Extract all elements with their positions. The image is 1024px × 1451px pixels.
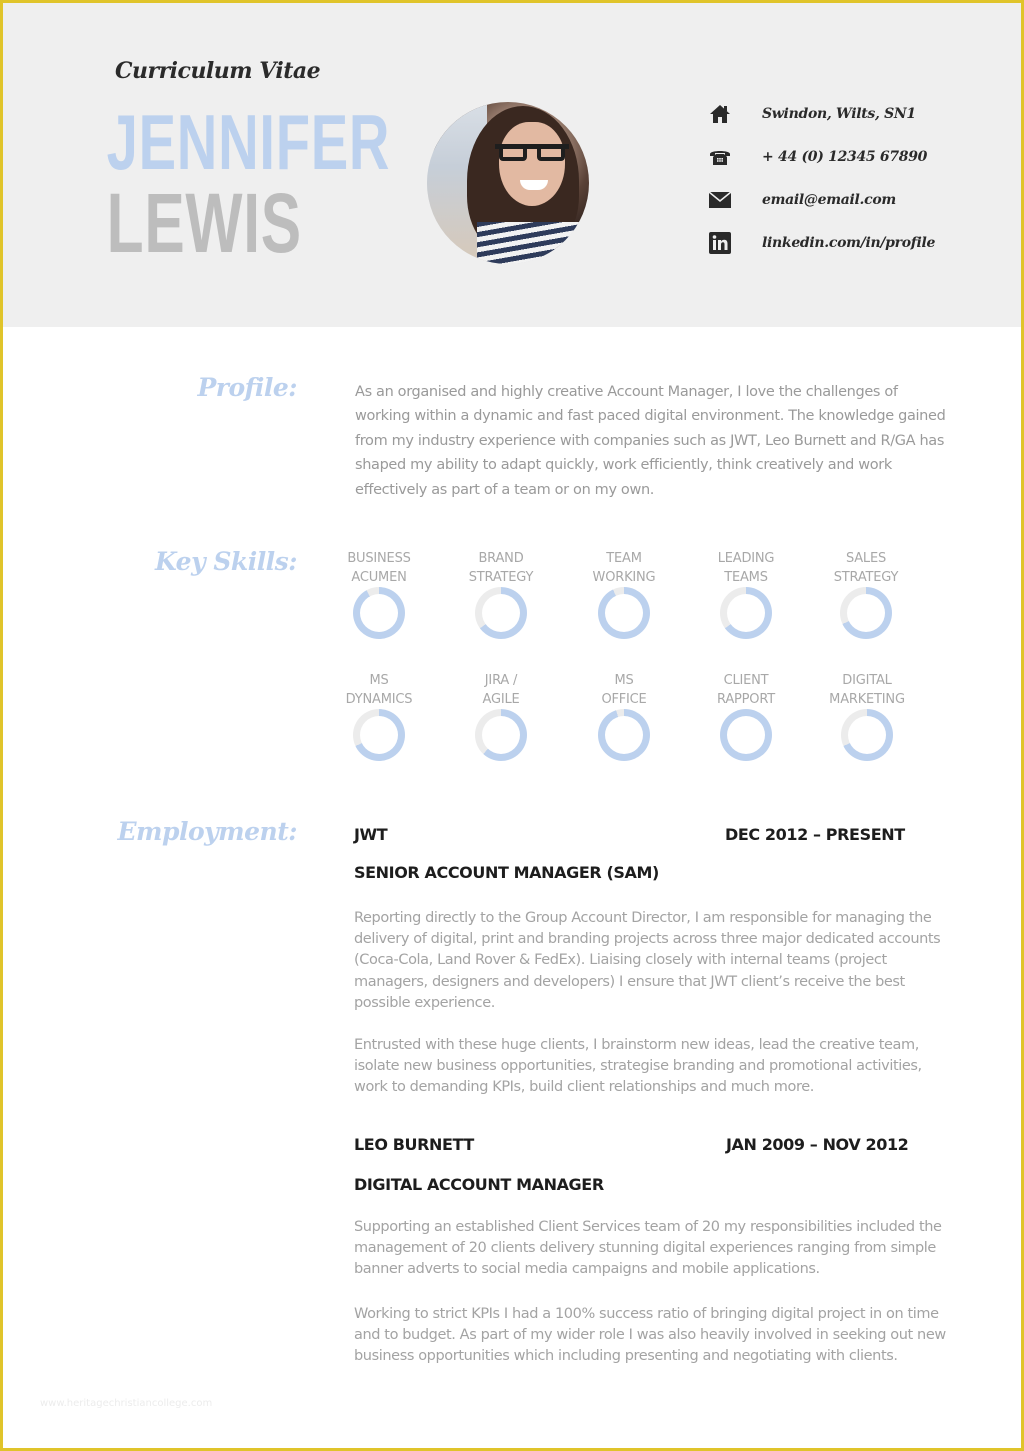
watermark: www.heritagechristiancollege.com	[40, 1398, 213, 1409]
skill-sales-strategy	[811, 549, 921, 639]
skill-label: DIGITAL MARKETING	[829, 673, 905, 707]
skill-label: CLIENT RAPPORT	[717, 673, 775, 707]
skill-ms-office	[569, 671, 679, 761]
profile-heading: Profile:	[197, 373, 297, 402]
skill-digital-marketing	[812, 671, 922, 761]
skill-donut	[598, 709, 650, 761]
contact-email[interactable]	[707, 185, 967, 215]
last-name: LEWIS	[106, 176, 302, 270]
job-dates: JAN 2009 – NOV 2012	[726, 1135, 909, 1154]
employment-heading: Employment:	[117, 817, 297, 846]
phone-text: + 44 (0) 12345 67890	[762, 149, 928, 165]
skill-label: SALES STRATEGY	[833, 551, 899, 585]
job-description: Working to strict KPIs I had a 100% success ratio of bringing digital project in on time and to budget. As part of my wider role I was also heavily involved in seeking out new business opportunities which including presenting and negotiating with clients.	[354, 1306, 946, 1365]
skill-label: BUSINESS ACUMEN	[347, 551, 411, 585]
home-icon	[707, 101, 733, 127]
skill-jira-agile	[446, 671, 556, 761]
skill-label: MS OFFICE	[601, 673, 647, 707]
skill-label: BRAND STRATEGY	[468, 551, 534, 585]
skill-label: TEAM WORKING	[592, 551, 656, 585]
skill-donut	[841, 709, 893, 761]
skill-donut	[353, 587, 405, 639]
document-label: Curriculum Vitae	[115, 58, 321, 84]
skill-leading-teams	[691, 549, 801, 639]
skill-client-rapport	[691, 671, 801, 761]
skill-donut	[475, 587, 527, 639]
linkedin-icon	[707, 230, 733, 256]
skills-heading: Key Skills:	[155, 547, 297, 576]
skill-label: LEADING TEAMS	[717, 551, 775, 585]
skill-business-acumen	[324, 549, 434, 639]
contact-address	[707, 99, 967, 129]
skill-ms-dynamics	[324, 671, 434, 761]
address-text: Swindon, Wilts, SN1	[762, 106, 916, 122]
job-description: Reporting directly to the Group Account Director, I am responsible for managing the delivery of digital, print and branding projects across three major dedicated accounts (Coca-Cola, Land Rover & FedEx). Liaising closely with internal teams (project managers, designers and developers) I ensure that JWT client’s receive the best possible experience.	[354, 910, 941, 1011]
skill-label: JIRA / AGILE	[482, 673, 520, 707]
job-description: Supporting an established Client Services team of 20 my responsibilities included the management of 20 clients delivery stunning digital experiences ranging from simple banner adverts to social media campaigns and mobile applications.	[354, 1219, 942, 1278]
email-link[interactable]: email@email.com	[762, 192, 896, 208]
profile-summary: As an organised and highly creative Account Manager, I love the challenges of working within a dynamic and fast paced digital environment. The knowledge gained from my industry experience with companies such as JWT, Leo Burnett and R/GA has shaped my ability to adapt quickly, work efficiently, think creatively and work effectively as part of a team or on my own.	[355, 384, 946, 498]
profile-photo	[427, 102, 589, 264]
skill-donut	[598, 587, 650, 639]
job-company: JWT	[354, 825, 388, 844]
job-dates: DEC 2012 – PRESENT	[725, 825, 905, 844]
photo-glasses	[495, 144, 569, 165]
skill-brand-strategy	[446, 549, 556, 639]
linkedin-link[interactable]: linkedin.com/in/profile	[762, 235, 936, 251]
skill-team-working	[569, 549, 679, 639]
job-company: LEO BURNETT	[354, 1135, 474, 1154]
contact-linkedin[interactable]	[707, 228, 967, 258]
skill-donut	[720, 709, 772, 761]
envelope-icon	[707, 187, 733, 213]
contact-phone	[707, 142, 967, 172]
skill-label: MS DYNAMICS	[345, 673, 413, 707]
skill-donut	[353, 709, 405, 761]
first-name: JENNIFER	[106, 98, 391, 186]
job-title: SENIOR ACCOUNT MANAGER (SAM)	[354, 863, 659, 882]
photo-shirt	[477, 222, 589, 264]
skill-donut	[475, 709, 527, 761]
job-description: Entrusted with these huge clients, I brainstorm new ideas, lead the creative team, isolate new business opportunities, strategise branding and promotional activities, work to demanding KPIs, build client relationships and much more.	[354, 1037, 922, 1096]
skill-donut	[840, 587, 892, 639]
phone-icon	[707, 144, 733, 170]
job-title: DIGITAL ACCOUNT MANAGER	[354, 1175, 604, 1194]
skill-donut	[720, 587, 772, 639]
